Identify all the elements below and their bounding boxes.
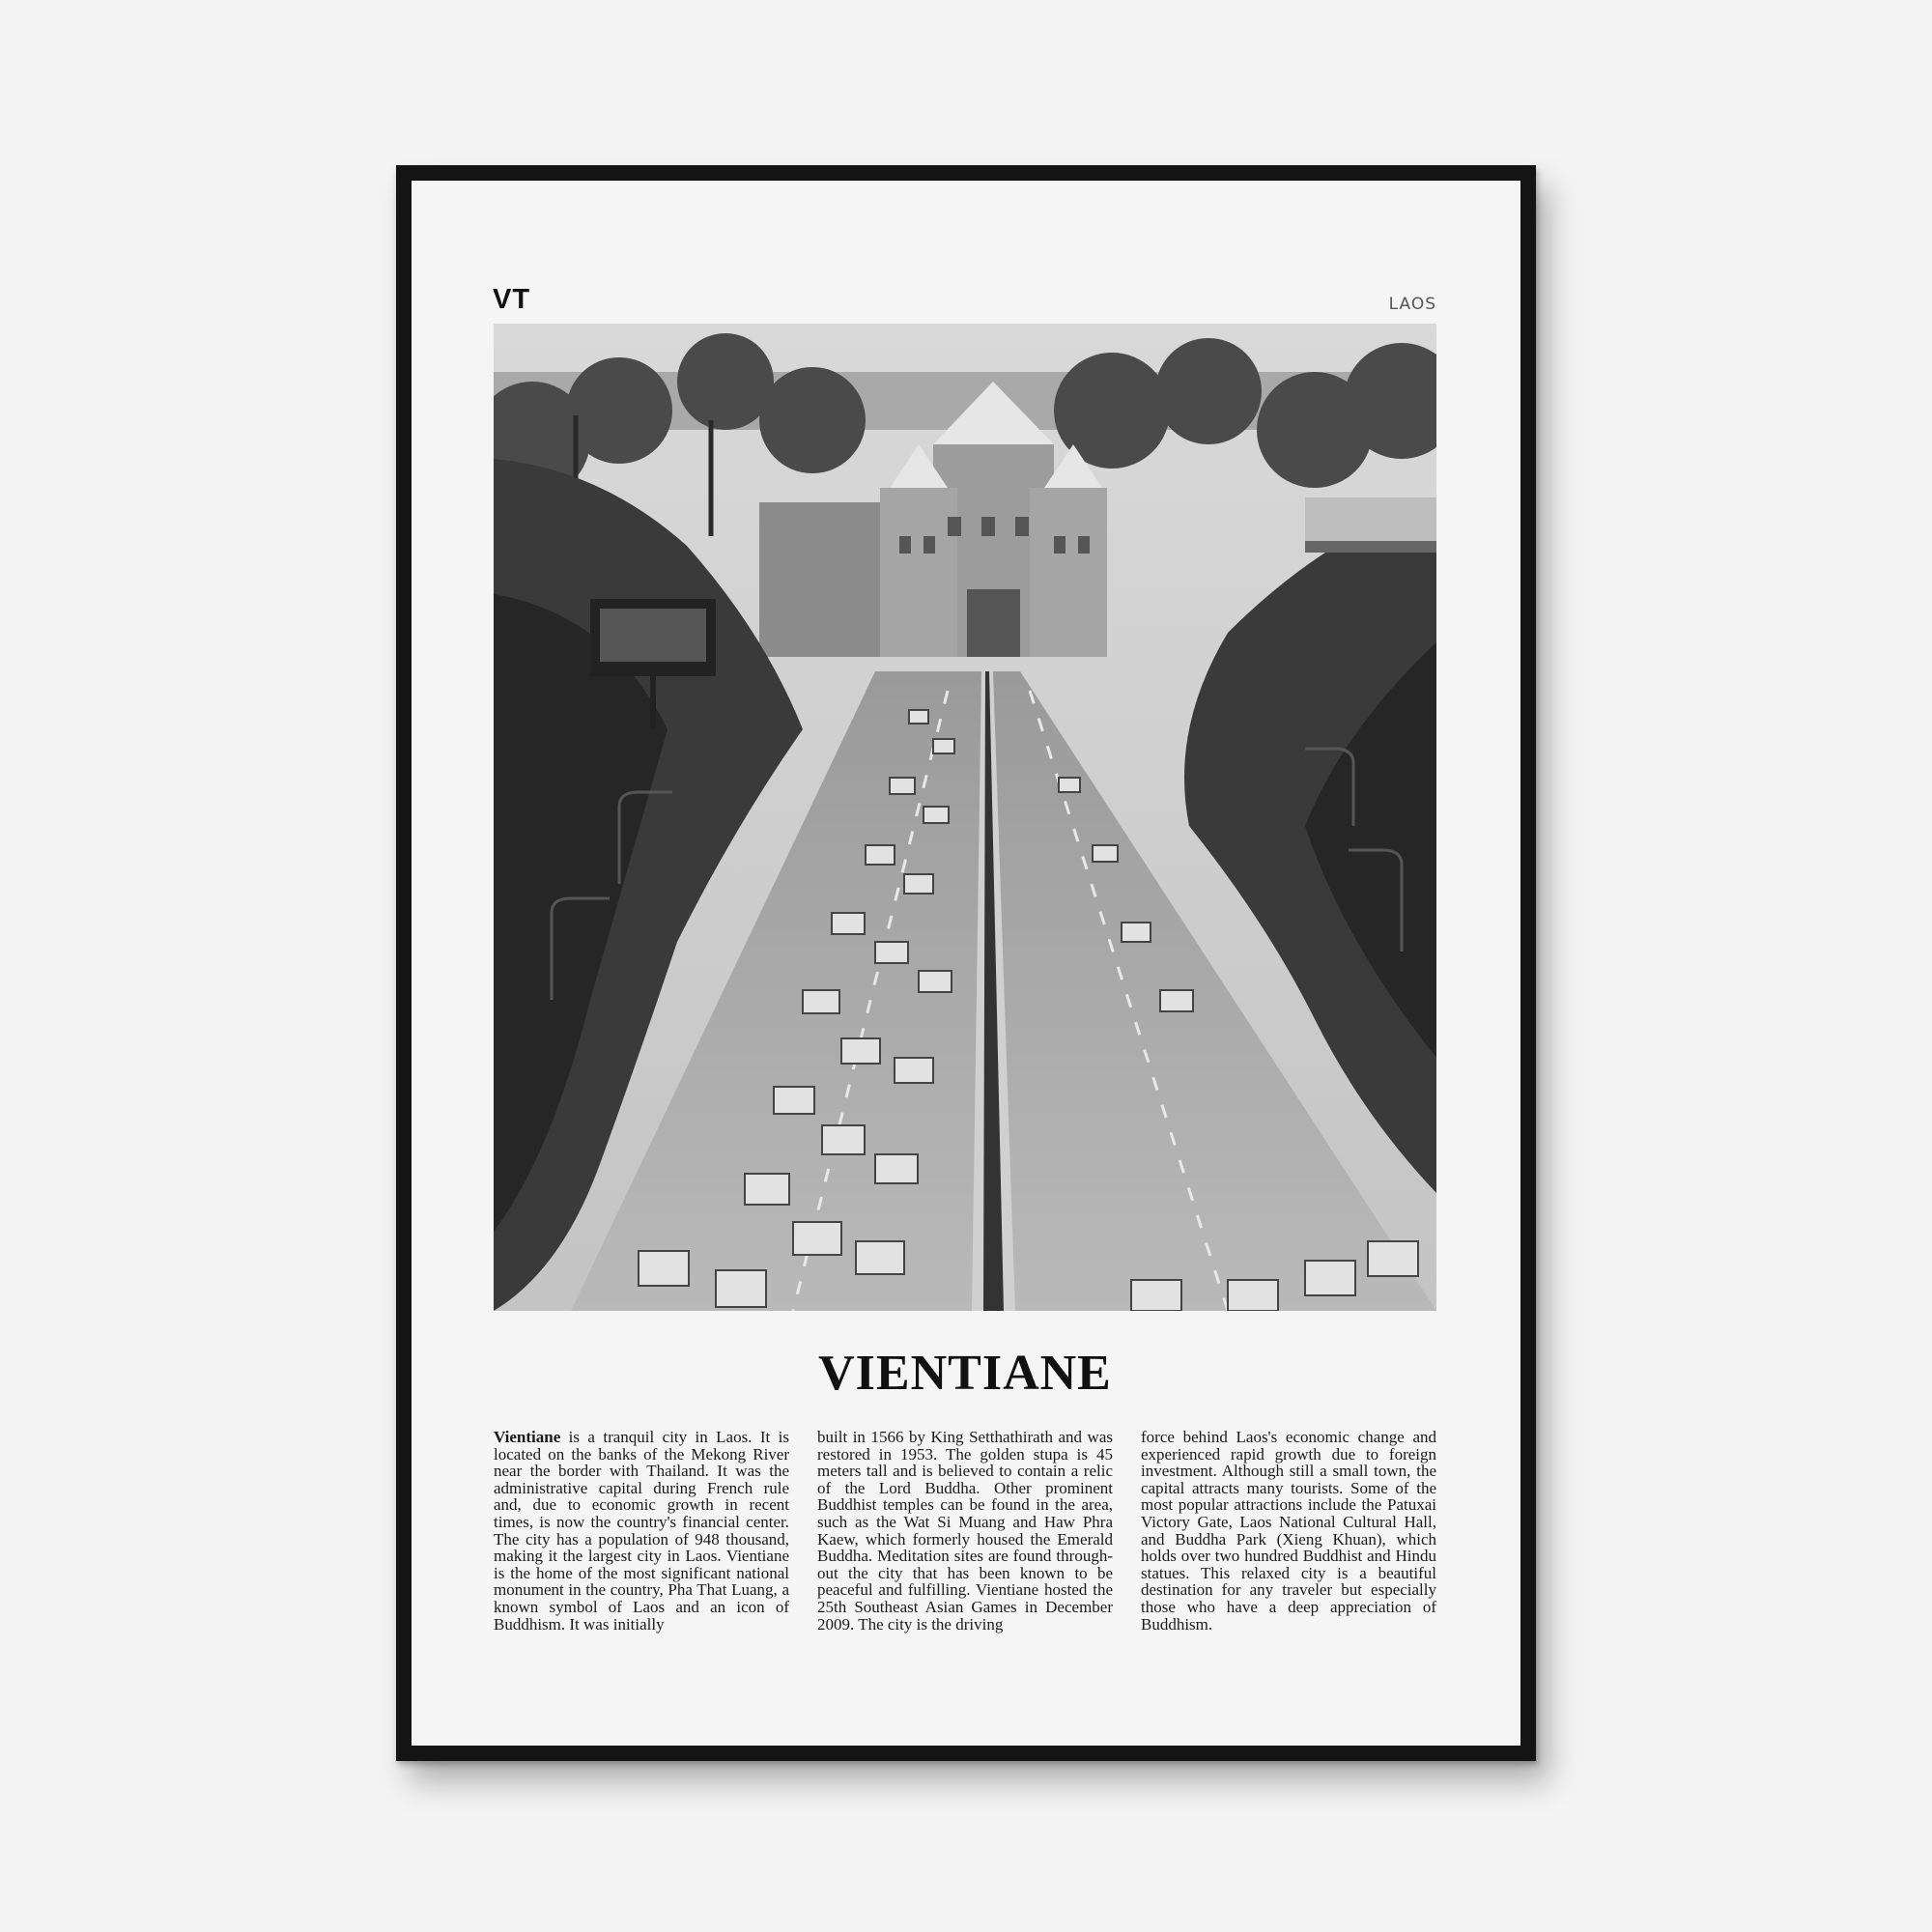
description-column-2: built in 1566 by King Setthathirath and was restored in 1953. The golden stupa is 45 meters tall and is believed to contain a relic of the Lord Buddha. Other prominent Buddhist temples can be found in the area, such as the Wat Si Muang and Haw Phra Kaew, which formerly housed the Emerald Buddha. Meditation sites are found throughout the city that has been known to be peaceful and fulfilling. Vientiane hosted the 25th Southeast Asian Games in December 2009. The city is the driving bbox=[817, 1428, 1113, 1634]
description-columns bbox=[494, 1429, 1436, 1633]
city-photo bbox=[494, 324, 1436, 1311]
street-scene-illustration bbox=[494, 324, 1436, 1311]
city-code: VT bbox=[493, 284, 531, 315]
column-1-text: is a tranquil city in Laos. It is located on the banks of the Mekong River near the border with Thailand. It was the administrative capital during French rule and, due to economic growth in recent times, is now the country's financial center. The city has a population of 948 thousand, making it the largest city in Laos. Vientiane is the home of the most significant national monument in the country, Pha That Luang, a known symbol of Laos and an icon of Buddhism. It was initially bbox=[494, 1428, 789, 1634]
poster-title: VIENTIANE bbox=[818, 1346, 1112, 1401]
lead-word: Vientiane bbox=[494, 1428, 561, 1446]
description-column-1 bbox=[494, 1429, 789, 1633]
country-label: LAOS bbox=[1388, 295, 1436, 314]
description-column-3: force behind Laos's economic change and experienced rapid growth due to foreign investment. Although still a small town, the capital attracts many tourists. Some of the most popular attractions include the Patuxai Victory Gate, Laos National Cultural Hall, and Buddha Park (Xieng Khuan), which holds over two hundred Buddhist and Hindu statues. This relaxed city is a beautiful destination for any traveler but especially those who have a deep appreciation of Buddhism. bbox=[1141, 1428, 1436, 1634]
